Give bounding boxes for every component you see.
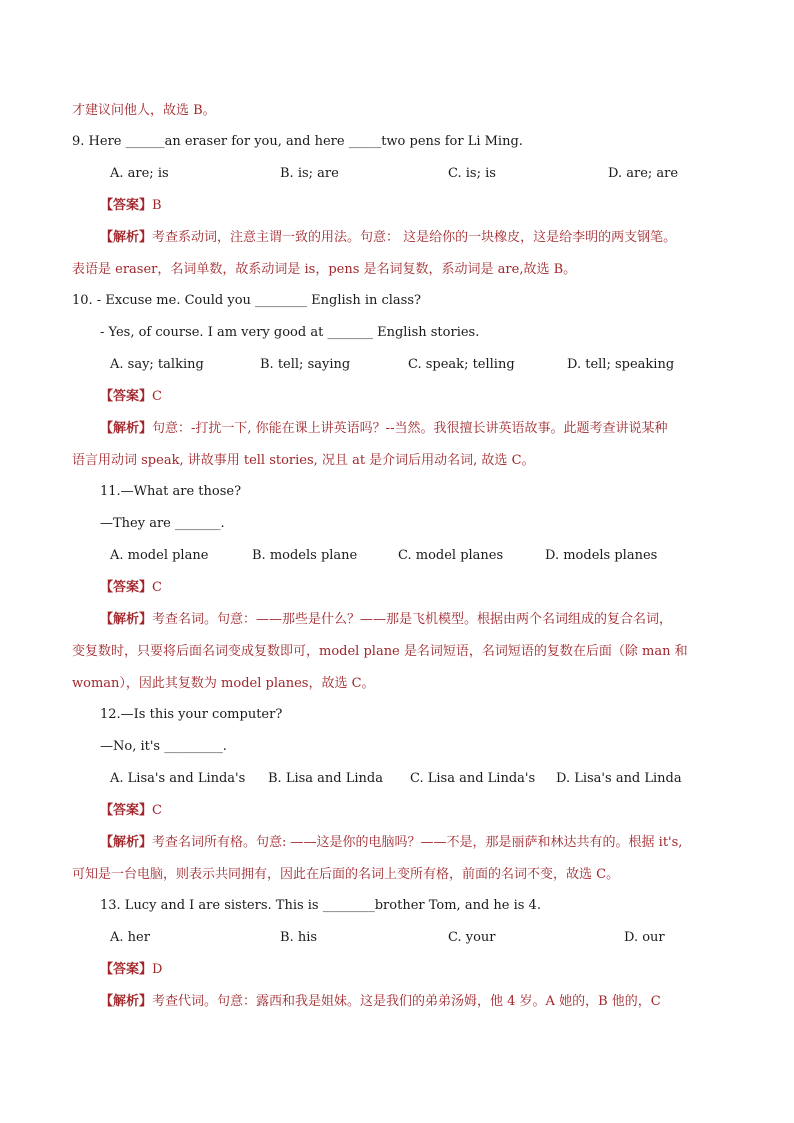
- q12-option-b: B. Lisa and Linda: [268, 771, 383, 786]
- q11-option-c: C. model planes: [398, 548, 504, 563]
- answer-tag: 【答案】: [100, 803, 153, 818]
- q11-option-b: B. models plane: [252, 548, 358, 563]
- q10-option-b: B. tell; saying: [260, 357, 351, 372]
- analysis-text: 考查名词所有格。句意: ——这是你的电脑吗？——不是，那是丽萨和林达共有的。根据 it's,: [152, 835, 683, 850]
- q10-stem-2: - Yes, of course. I am very good at _______ English stories.: [100, 325, 480, 340]
- q11-option-a: A. model plane: [110, 548, 209, 563]
- analysis-tag: 【解析】: [100, 612, 153, 627]
- analysis-tag: 【解析】: [100, 230, 153, 245]
- q13-answer: [100, 961, 162, 979]
- q11-analysis-3: woman），因此其复数为 model planes，故选 C。: [72, 676, 375, 691]
- analysis-text: 考查名词。句意：——那些是什么？——那是飞机模型。根据由两个名词组成的复合名词，: [152, 612, 673, 627]
- analysis-tag: 【解析】: [100, 421, 153, 436]
- intro-line: 才建议问他人，故选 B。: [72, 103, 216, 118]
- q10-option-a: A. say; talking: [110, 357, 204, 372]
- answer-value: D: [152, 962, 163, 977]
- q9-analysis-2: 表语是 eraser，名词单数，故系动词是 is，pens 是名词复数，系动词是 are,故选 B。: [72, 262, 577, 277]
- answer-tag: 【答案】: [100, 198, 153, 213]
- q12-analysis-1: [100, 834, 682, 852]
- q13-option-d: D. our: [624, 930, 665, 945]
- q9-option-b: B. is; are: [280, 166, 339, 181]
- q11-answer: [100, 579, 162, 597]
- q12-stem-2: —No, it's _________.: [100, 739, 227, 754]
- q11-analysis-2: 变复数时，只要将后面名词变成复数即可，model plane 是名词短语，名词短语的复数在后面（除 man 和: [72, 644, 688, 659]
- q10-analysis-1: [100, 420, 667, 438]
- q12-option-c: C. Lisa and Linda's: [410, 771, 536, 786]
- answer-value: B: [152, 198, 162, 213]
- answer-tag: 【答案】: [100, 580, 153, 595]
- q13-option-c: C. your: [448, 930, 496, 945]
- q9-answer: [100, 197, 162, 215]
- q10-answer: [100, 388, 162, 406]
- q12-answer: [100, 802, 162, 820]
- q10-option-d: D. tell; speaking: [567, 357, 675, 372]
- answer-tag: 【答案】: [100, 962, 153, 977]
- answer-value: C: [152, 389, 162, 404]
- q9-option-a: A. are; is: [110, 166, 169, 181]
- q12-stem-1: 12.—Is this your computer?: [100, 707, 283, 722]
- q9-option-d: D. are; are: [608, 166, 679, 181]
- answer-value: C: [152, 803, 162, 818]
- q13-option-a: A. her: [110, 930, 150, 945]
- analysis-tag: 【解析】: [100, 994, 153, 1009]
- analysis-text: 考查系动词，注意主谓一致的用法。句意： 这是给你的一块橡皮，这是给李明的两支钢笔。: [152, 230, 677, 245]
- q10-option-c: C. speak; telling: [408, 357, 515, 372]
- q11-stem-2: —They are _______.: [100, 516, 225, 531]
- q10-analysis-2: 语言用动词 speak, 讲故事用 tell stories, 况且 at 是介词后用动名词, 故选 C。: [72, 453, 535, 468]
- q11-stem-1: 11.—What are those?: [100, 484, 242, 499]
- q12-option-a: A. Lisa's and Linda's: [110, 771, 246, 786]
- q12-analysis-2: 可知是一台电脑，则表示共同拥有，因此在后面的名词上变所有格，前面的名词不变，故选 C。: [72, 867, 620, 882]
- q10-stem-1: 10. - Excuse me. Could you ________ English in class?: [72, 293, 421, 308]
- analysis-tag: 【解析】: [100, 835, 153, 850]
- q9-stem: 9. Here ______an eraser for you, and here _____two pens for Li Ming.: [72, 134, 523, 149]
- q9-analysis-1: [100, 229, 676, 247]
- q9-option-c: C. is; is: [448, 166, 496, 181]
- analysis-text: 句意：-打扰一下, 你能在课上讲英语吗？--当然。我很擅长讲英语故事。此题考查讲说某种: [152, 421, 668, 436]
- answer-value: C: [152, 580, 162, 595]
- q13-option-b: B. his: [280, 930, 318, 945]
- analysis-text: 考查代词。句意：露西和我是姐妹。这是我们的弟弟汤姆，他 4 岁。A 她的，B 他的，C: [152, 994, 661, 1009]
- q12-option-d: D. Lisa's and Linda: [556, 771, 682, 786]
- answer-tag: 【答案】: [100, 389, 153, 404]
- q11-option-d: D. models planes: [545, 548, 658, 563]
- q13-analysis-1: [100, 993, 661, 1011]
- q13-stem: 13. Lucy and I are sisters. This is ________brother Tom, and he is 4.: [100, 898, 541, 913]
- q11-analysis-1: [100, 611, 672, 629]
